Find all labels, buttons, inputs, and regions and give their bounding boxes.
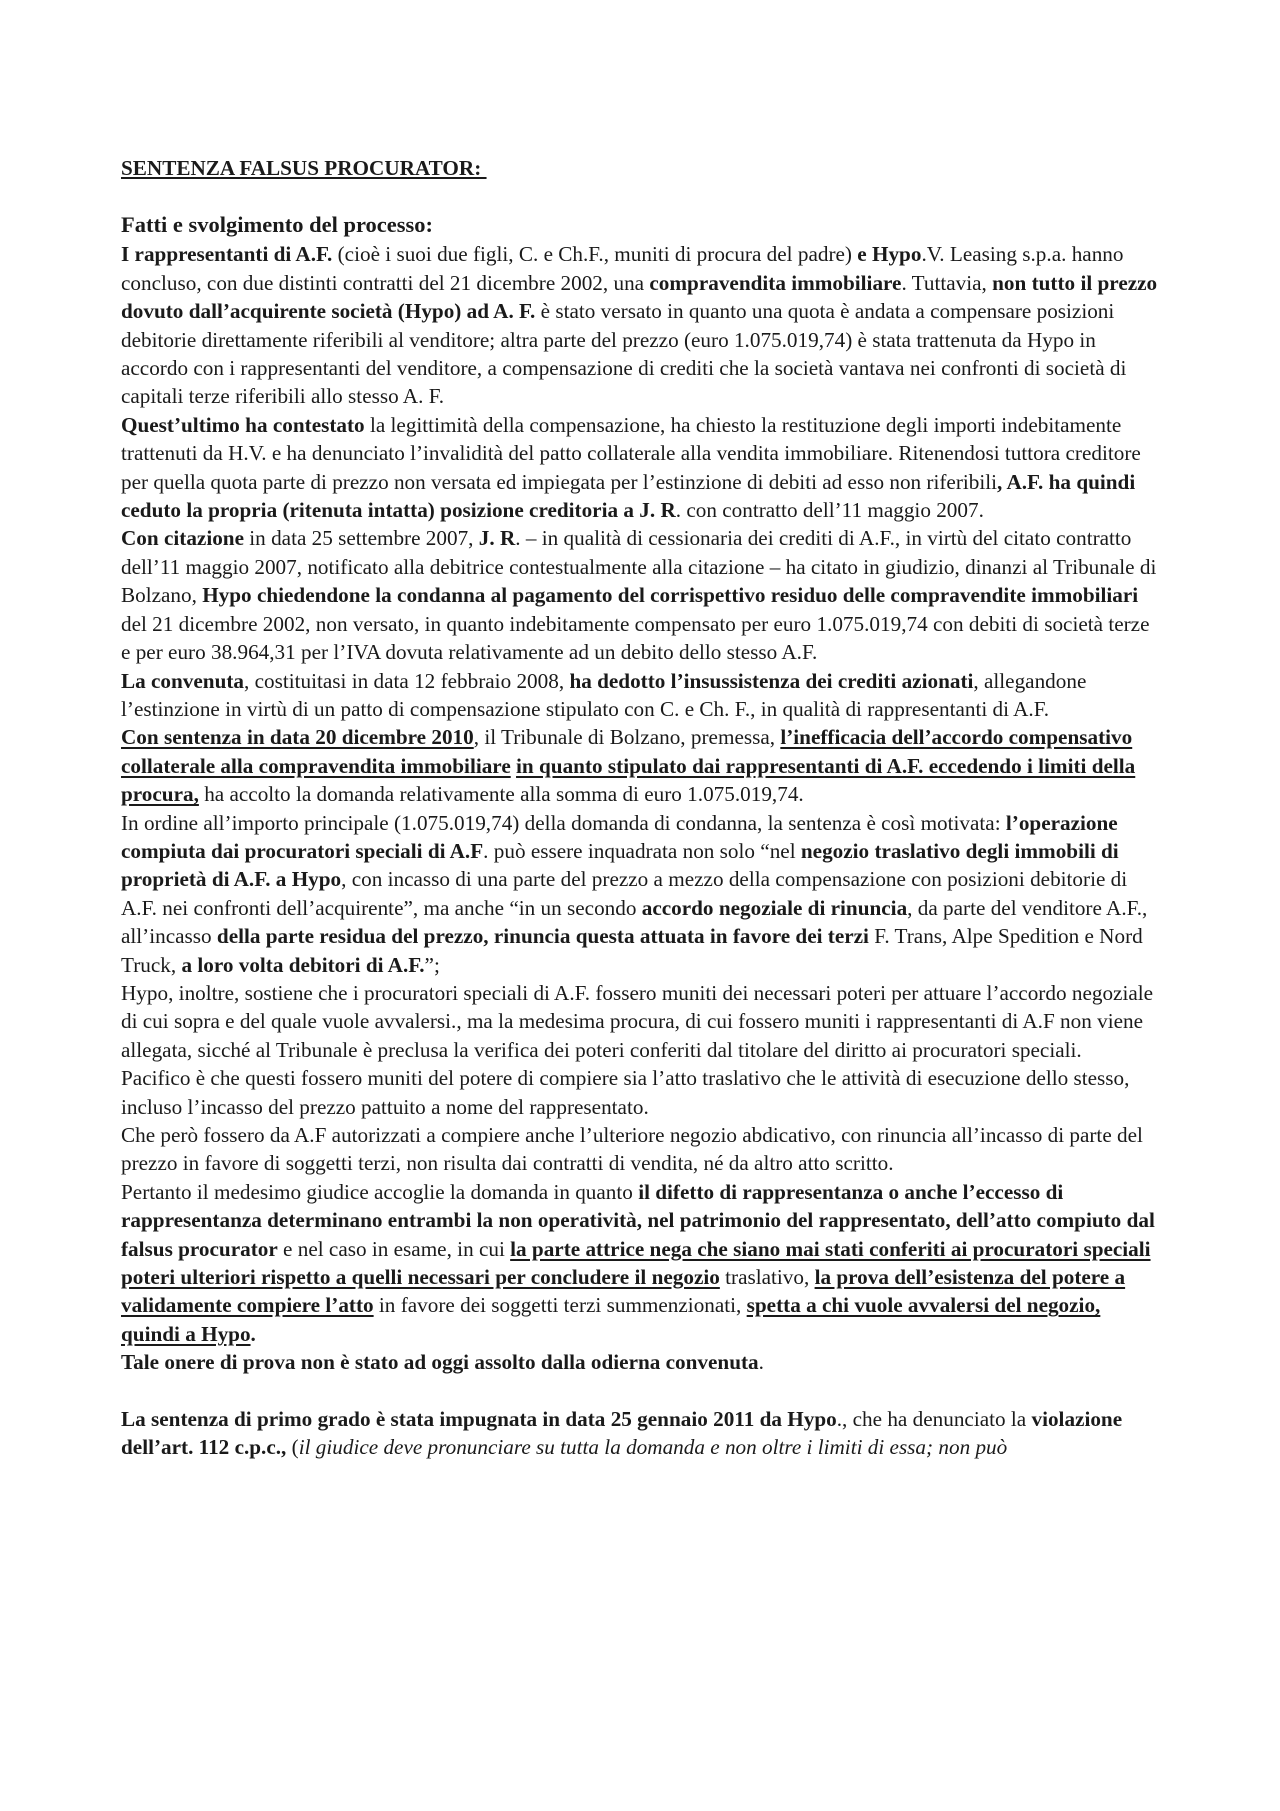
bold-text-run: La convenuta: [121, 668, 245, 693]
paragraph-list: [121, 240, 1161, 1461]
paragraph: [121, 979, 1161, 1064]
bold-text-run: ha dedotto l’insussistenza dei crediti azionati: [569, 668, 974, 693]
bold-text-run: Con citazione: [121, 526, 244, 551]
document-title: SENTENZA FALSUS PROCURATOR:: [121, 156, 487, 180]
text-run: , da parte del venditore A.F., all’incasso: [121, 895, 1148, 949]
text-run: . con contratto dell’11 maggio 2007.: [675, 498, 984, 523]
underlined-text-run: spetta a chi vuole avvalersi del negozio, quindi a Hypo: [121, 1293, 1101, 1346]
text-run: Che però fossero da A.F autorizzati a compiere anche l’ulteriore negozio abdicativo, con rinuncia all’incasso di parte del prezzo in favore di soggetti terzi, non risulta dai contratti di vendita, né da altro atto scritto.: [121, 1123, 1143, 1176]
text-run: ”;: [424, 952, 440, 977]
bold-text-run: accordo negoziale di rinuncia: [641, 895, 908, 920]
bold-text-run: La sentenza di primo grado è stata impugnata in data 25 gennaio 2011 da Hypo: [121, 1407, 837, 1432]
paragraph: [121, 240, 1161, 410]
text-run: la legittimità della compensazione, ha chiesto la restituzione degli importi indebitamente trattenuti da H.V. e ha denunciato l’invalidità del patto collaterale alla vendita immobiliare. Ritenendosi tuttora creditore per quella quota parte di prezzo non versata ed impiegata per l’estinzione di debiti ad esso non riferibili: [121, 412, 1141, 494]
underlined-text-run: la prova dell’esistenza del potere a validamente compiere l’atto: [121, 1265, 1126, 1318]
underlined-text-run: l’inefficacia dell’accordo compensativo collaterale alla compravendita immobiliare: [121, 725, 1133, 778]
section-heading: Fatti e svolgimento del processo:: [121, 212, 434, 238]
paragraph: [121, 411, 1161, 525]
bold-text-run: .: [250, 1321, 256, 1346]
text-run: è stato versato in quanto una quota è andata a compensare posizioni debitorie direttamente riferibili al venditore; altra parte del prezzo (euro 1.075.019,74) è stata trattenuta da Hypo in accordo con i rappresentanti del venditore, a compensazione di crediti che la società vantava nei confronti di società di capitali terze riferibili allo stesso A. F.: [121, 299, 1127, 409]
bold-text-run: Hypo chiedendone la condanna al pagamento del corrispettivo residuo delle compravendite immobiliari: [202, 583, 1139, 608]
text-run: . può essere inquadrata non solo “nel: [483, 838, 801, 863]
text-run: , con incasso di una parte del prezzo a mezzo della compensazione con posizioni debitorie di A.F. nei confronti dell’acquirente”, ma anche “in un secondo: [121, 867, 1128, 920]
text-run: del 21 dicembre 2002, non versato, in quanto indebitamente compensato per euro 1.075.019,74 con debiti di società terze e per euro 38.964,31 per l’IVA dovuta relativamente ad un debito dello stesso A.F.: [121, 611, 1150, 665]
text-run: Hypo, inoltre, sostiene che i procuratori speciali di A.F. fossero muniti dei necessari poteri per attuare l’accordo negoziale di cui sopra e del quale vuole avvalersi., ma la medesima procura, di cui fossero muniti i rappresentanti di A.F non viene allegata, sicché al Tribunale è preclusa la verifica dei poteri conferiti dal titolare del diritto ai procuratori speciali.: [121, 980, 1154, 1062]
bold-text-run: compravendita immobiliare: [649, 270, 902, 295]
bold-text-run: e Hypo: [857, 242, 922, 267]
underlined-text-run: Con sentenza in data 20 dicembre 2010: [121, 725, 474, 750]
text-run: . – in qualità di cessionaria dei crediti di A.F., in virtù del citato contratto dell’11 maggio 2007, notificato alla debitrice contestualmente alla citazione – ha citato in giudizio, dinanzi al Tribunale di Bolzano,: [121, 526, 1157, 608]
text-run: .V. Leasing s.p.a. hanno concluso, con due distinti contratti del 21 dicembre 2002, una: [121, 242, 1124, 295]
paragraph-gap: [121, 1377, 1161, 1405]
text-run: , costituitasi in data 12 febbraio 2008,: [244, 668, 570, 693]
text-run: Pacifico è che questi fossero muniti del potere di compiere sia l’atto traslativo che le attività di esecuzione dello stesso, incluso l’incasso del prezzo pattuito a nome del rappresentato.: [121, 1066, 1130, 1119]
text-run: e nel caso in esame, in cui: [277, 1236, 511, 1261]
text-run: .: [758, 1350, 764, 1375]
paragraph: [121, 809, 1161, 979]
text-run: In ordine all’importo principale (1.075.019,74) della domanda di condanna, la sentenza è così motivata:: [121, 810, 1006, 835]
bold-text-run: violazione dell’art. 112 c.p.c.,: [121, 1407, 1123, 1460]
paragraph: [121, 1064, 1161, 1121]
bold-text-run: della parte residua del prezzo, rinuncia questa attuata in favore dei terzi: [216, 924, 869, 949]
paragraph: [121, 1121, 1161, 1178]
text-run: traslativo,: [719, 1265, 815, 1290]
paragraph: [121, 667, 1161, 724]
text-run: F. Trans, Alpe Spedition e Nord Truck,: [121, 924, 1143, 977]
text-run: , il Tribunale di Bolzano, premessa,: [473, 725, 781, 750]
text-run: ., che ha denunciato la: [836, 1407, 1032, 1432]
text-run: , allegandone l’estinzione in virtù di un patto di compensazione stipulato con C. e Ch. F., in qualità di rappresentanti di A.F.: [121, 668, 1087, 721]
bold-text-run: a loro volta debitori di A.F.: [181, 952, 425, 977]
text-run: (cioè i suoi due figli, C. e Ch.F., muniti di procura del padre): [332, 242, 858, 267]
bold-text-run: non tutto il prezzo dovuto dall’acquirente società (Hypo) ad A. F.: [121, 270, 1158, 324]
paragraph: [121, 1405, 1161, 1462]
italic-text-run: il giudice deve pronunciare su tutta la domanda e non oltre i limiti di essa; non può: [298, 1435, 1008, 1460]
bold-text-run: negozio traslativo degli immobili di proprietà di A.F. a Hypo: [121, 838, 1119, 892]
paragraph: [121, 1348, 1161, 1376]
text-run: in data 25 settembre 2007,: [244, 526, 479, 551]
underlined-text-run: la parte attrice nega che siano mai stati conferiti ai procuratori speciali poteri ulteriori rispetto a quelli necessari per concludere il negozio: [121, 1236, 1151, 1290]
paragraph: [121, 723, 1161, 808]
paragraph: [121, 1178, 1161, 1348]
text-run: Pertanto il medesimo giudice accoglie la domanda in quanto: [121, 1179, 639, 1204]
bold-text-run: Tale onere di prova non è stato ad oggi assolto dalla odierna convenuta: [121, 1350, 759, 1375]
underlined-text-run: in quanto stipulato dai rappresentanti di A.F. eccedendo i limiti della procura,: [121, 753, 1136, 807]
bold-text-run: I rappresentanti di A.F.: [121, 242, 333, 267]
text-run: (: [286, 1435, 299, 1460]
bold-text-run: J. R: [478, 526, 516, 551]
text-run: in favore dei soggetti terzi summenzionati,: [373, 1293, 747, 1318]
paragraph: [121, 524, 1161, 666]
bold-text-run: il difetto di rappresentanza o anche l’eccesso di rappresentanza determinano entrambi la non operatività, nel patrimonio del rappresentato, dell’atto compiuto dal falsus procurator: [121, 1179, 1155, 1261]
text-run: . Tuttavia,: [901, 270, 993, 295]
document-body: [121, 154, 1161, 1462]
bold-text-run: Quest’ultimo ha contestato: [121, 412, 365, 437]
text-run: ha accolto la domanda relativamente alla somma di euro 1.075.019,74.: [198, 782, 804, 807]
bold-text-run: , A.F. ha quindi ceduto la propria (ritenuta intatta) posizione creditoria a J. R: [121, 469, 1136, 523]
bold-text-run: l’operazione compiuta dai procuratori speciali di A.F: [121, 810, 1118, 863]
